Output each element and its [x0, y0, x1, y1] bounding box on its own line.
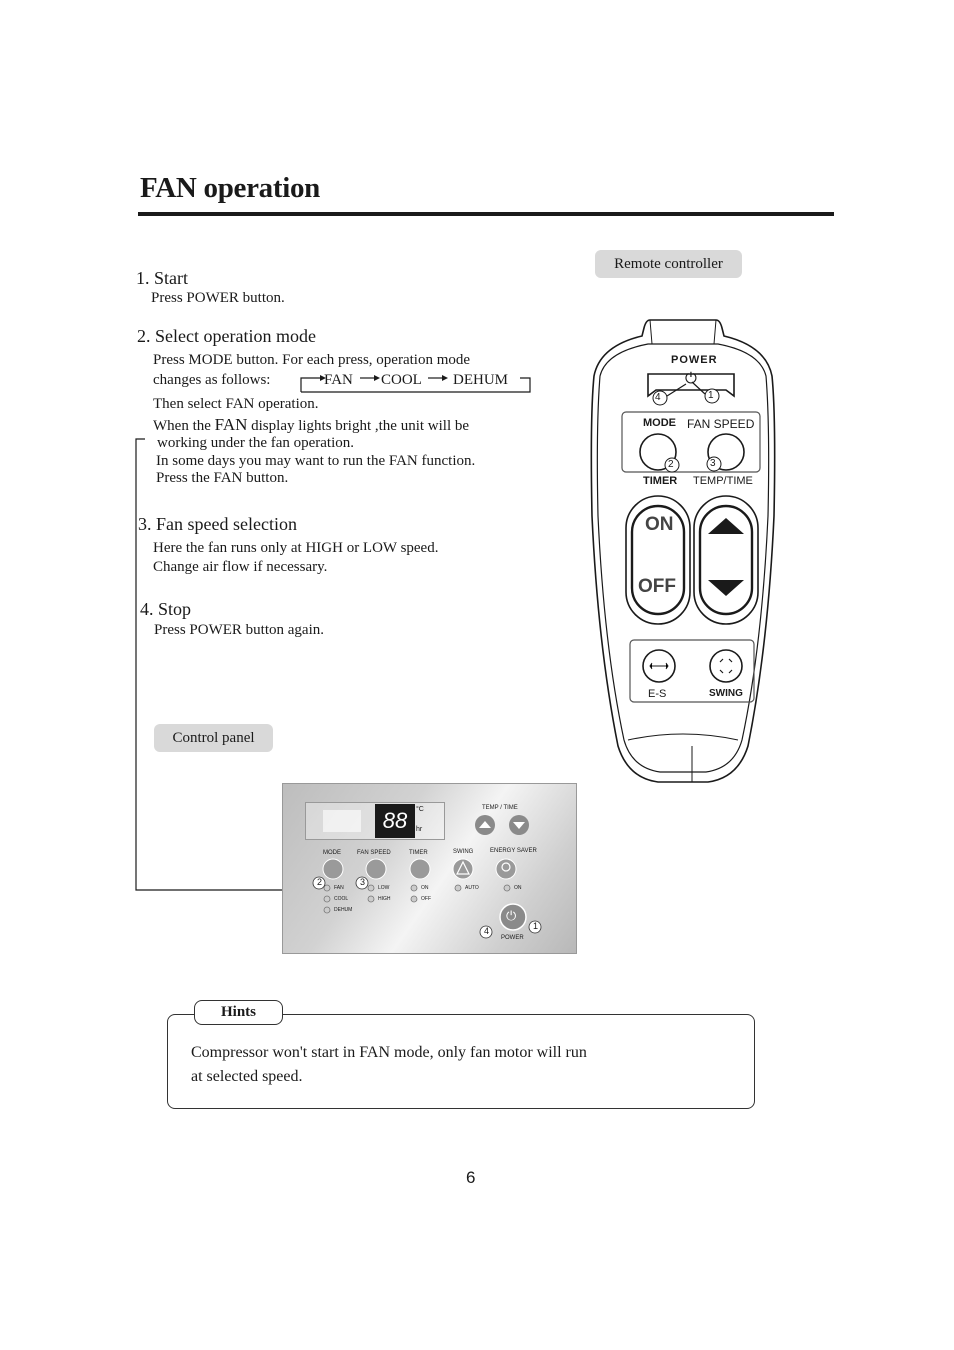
panel-callout-4: 4: [484, 926, 490, 936]
panel-energy-saver-button[interactable]: [496, 859, 516, 879]
hints-line1: Compressor won't start in FAN mode, only fan motor will run: [191, 1044, 587, 1061]
power-icon: ⏻: [685, 370, 697, 387]
page-number: 6: [466, 1168, 476, 1187]
panel-callout-1: 1: [533, 921, 539, 931]
step-speed-heading: 3. Fan speed selection: [138, 514, 297, 534]
panel-temp-time-label: TEMP / TIME: [482, 805, 518, 811]
panel-energy-saver-label: ENERGY SAVER: [490, 848, 537, 854]
temp-up-button[interactable]: [706, 512, 746, 542]
remote-fan-speed-label: FAN SPEED: [687, 417, 755, 431]
remote-controller: [588, 316, 778, 788]
panel-unit-c: °C: [416, 806, 424, 813]
remote-power-label: POWER: [671, 354, 718, 366]
panel-swing-button[interactable]: [453, 859, 473, 879]
step-mode-line4-prefix: When the: [153, 418, 215, 434]
remote-es-label: E-S: [648, 688, 667, 700]
mode-sequence-fan: FAN: [324, 372, 353, 388]
panel-timer-button[interactable]: [410, 859, 430, 879]
panel-power-label: POWER: [501, 935, 524, 941]
hints-text: [191, 1041, 587, 1089]
page-title: FAN operation: [140, 172, 321, 204]
hints-label: Hints: [194, 1000, 283, 1025]
mode-button[interactable]: [652, 440, 664, 452]
remote-mode-label: MODE: [643, 417, 676, 429]
panel-saver-option-on: ON: [514, 885, 522, 891]
remote-callout-4: 4: [655, 392, 661, 403]
panel-mode-option-cool: COOL: [334, 896, 349, 902]
remote-callout-3: 3: [710, 458, 716, 469]
step-stop-text: Press POWER button again.: [154, 622, 324, 638]
panel-power-button[interactable]: ⏻: [506, 908, 517, 923]
panel-unit-hr: hr: [416, 826, 423, 833]
step-mode-line3: Then select FAN operation.: [153, 396, 319, 412]
step-mode-heading: 2. Select operation mode: [137, 326, 316, 346]
step-mode-line6: In some days you may want to run the FAN function.: [156, 453, 476, 469]
panel-fan-speed-button[interactable]: [366, 859, 386, 879]
remote-temp-time-label: TEMP/TIME: [693, 475, 753, 487]
remote-timer-label: TIMER: [643, 475, 678, 487]
fan-speed-button[interactable]: [720, 440, 732, 452]
panel-mode-option-dehum: DEHUM: [334, 907, 353, 913]
remote-callout-1: 1: [708, 390, 714, 401]
step-start-text: Press POWER button.: [151, 290, 285, 306]
step-speed-line1: Here the fan runs only at HIGH or LOW speed.: [153, 540, 439, 556]
panel-timer-option-on: ON: [421, 885, 429, 891]
remote-off-button[interactable]: OFF: [638, 576, 676, 597]
panel-mode-option-fan: FAN: [334, 885, 344, 891]
panel-speed-option-high: HIGH: [378, 896, 391, 902]
step-mode-line4-suffix: display lights bright ,the unit will be: [247, 418, 470, 434]
remote-controller-label: Remote controller: [595, 250, 742, 278]
panel-fan-speed-label: FAN SPEED: [357, 850, 391, 856]
panel-swing-option-auto: AUTO: [465, 885, 479, 891]
panel-timer-option-off: OFF: [421, 896, 431, 902]
control-panel-label: Control panel: [154, 724, 273, 752]
step-speed-line2: Change air flow if necessary.: [153, 559, 328, 575]
panel-speed-option-low: LOW: [378, 885, 390, 891]
panel-swing-label: SWING: [453, 849, 474, 855]
remote-body-outline: [588, 316, 778, 788]
panel-timer-label: TIMER: [409, 850, 428, 856]
temp-down-button[interactable]: [706, 572, 746, 602]
step-mode-line2: changes as follows:: [153, 372, 271, 388]
remote-swing-label: SWING: [709, 688, 743, 699]
mode-sequence-dehum: DEHUM: [453, 372, 508, 388]
control-panel: [282, 783, 577, 954]
step-mode-line1: Press MODE button. For each press, operation mode: [153, 352, 471, 368]
step-stop-heading: 4. Stop: [140, 599, 192, 619]
panel-digit-display: 88: [375, 804, 415, 838]
remote-callout-2: 2: [668, 459, 674, 470]
step-start-heading: 1. Start: [136, 268, 188, 288]
panel-callout-2: 2: [317, 877, 323, 887]
step-mode-line5: working under the fan operation.: [157, 435, 355, 451]
hints-line2: at selected speed.: [191, 1068, 303, 1085]
step-mode-line7: Press the FAN button.: [156, 470, 289, 486]
panel-mode-button[interactable]: [323, 859, 343, 879]
panel-mode-label: MODE: [323, 850, 341, 856]
remote-on-button[interactable]: ON: [645, 514, 674, 535]
panel-callout-3: 3: [360, 877, 366, 887]
mode-sequence-cool: COOL: [381, 372, 422, 388]
title-rule: [138, 212, 834, 216]
step-mode-line4-fan: FAN: [214, 415, 248, 434]
